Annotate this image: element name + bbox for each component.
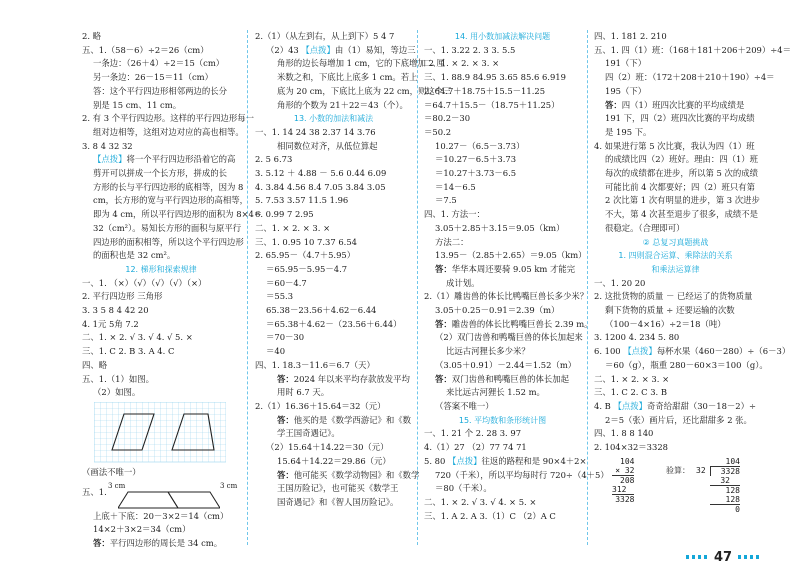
answer-line: 4. B 【点拨】奇奇给甜甜（30－18－2）÷ bbox=[594, 400, 757, 411]
answer-line: ＝65.38＋4.62－（23.56＋6.44） bbox=[266, 318, 402, 329]
hint-tag: 【点拨】 bbox=[623, 346, 657, 357]
answer-line: 成计划。 bbox=[446, 277, 480, 288]
answer-line: 一、1. 3.22 2. 3 3. 5.5 bbox=[424, 44, 516, 55]
answer-line: 方法二： bbox=[435, 236, 469, 247]
answer-line: 剪开可以拼成一个长方形，拼成的长 bbox=[93, 168, 227, 179]
hint-tag: 【点拨】 bbox=[447, 455, 482, 466]
answer-line: ＝55.3 bbox=[266, 291, 294, 302]
answer-line: 4. 如果进行第 5 次比赛，我认为四（1）班 bbox=[594, 140, 755, 151]
dimension-label: 3 cm bbox=[108, 481, 126, 490]
answer-line: 720（千米），所以平均每时行 720÷（4＋5） bbox=[435, 469, 609, 480]
answer-line: （2）43 【点拨】由（1）易知，等边三 bbox=[266, 44, 416, 55]
answer-line: 2.（1）16.36＋15.64＝32（元） bbox=[255, 400, 386, 411]
answer-line: 答：雕齿兽的体长比鸭嘴巨兽长 2.39 m。 bbox=[435, 318, 593, 329]
answer-line: 剩下货物的质量 ÷ 还要运输的次数 bbox=[605, 305, 735, 316]
answer-line: 四、1. 18.3－11.6＝6.7（天） bbox=[255, 359, 375, 370]
answer-line: 二、1. × 2. √ 3. √ 4. √ 5. × bbox=[82, 332, 193, 343]
answer-line: 即为 4 cm，所以平行四边形的面积为 8×4＝ bbox=[93, 209, 263, 220]
answer-line: （2）如图。 bbox=[93, 387, 141, 398]
answer-line: 答：他买的是《数学西游记》和《数 bbox=[277, 414, 411, 425]
answer-line: ＝10.27＋3.73－6.5 bbox=[435, 168, 517, 179]
answer-line: 三、1. C 2. B 3. A 4. C bbox=[82, 346, 175, 357]
answer-line: 15.64＋14.22＝29.86（元） bbox=[277, 455, 391, 466]
answer-line: 四、1. 181 2. 210 bbox=[594, 31, 667, 41]
answer-line: 4. 3.84 4.56 8.4 7.05 3.84 3.05 bbox=[255, 181, 386, 192]
section-title: 12. 梯形和探索规律 bbox=[125, 264, 197, 274]
answer-line: 的面积也是 32 cm²。 bbox=[93, 250, 176, 261]
answer-line: 2 次比第 1 次有明显的进步，第 3 次进步 bbox=[605, 195, 760, 206]
answer-line: （3.05＋0.91）－2.44＝1.52（m） bbox=[435, 359, 577, 370]
section-title: 13. 小数的加法和减法 bbox=[293, 114, 374, 124]
answer-line: 2＝5（张）画片后，还比甜甜多 2 张。 bbox=[605, 414, 752, 425]
footer-dots-right bbox=[738, 555, 762, 559]
answer-line: 一、1. 20 20 bbox=[594, 277, 646, 288]
answer-line: ＝80.2－30 bbox=[424, 113, 471, 124]
answer-line: 答：他可能买《数学动物园》和《数学 bbox=[277, 469, 420, 480]
answer-line: 国奇遇记》和《智人国历险记》。 bbox=[277, 496, 399, 507]
answer-line: ＝50.2 bbox=[424, 126, 452, 137]
answer-line: 195（下） bbox=[605, 85, 647, 96]
answer-line: （画法不唯一） bbox=[82, 466, 141, 477]
answer-line: （答案不唯一） bbox=[435, 400, 494, 411]
answer-line: 五、1.（58－6）÷2＝26（cm） bbox=[82, 44, 209, 55]
footer-dots-left bbox=[686, 555, 710, 559]
answer-line: ＝14－6.5 bbox=[435, 181, 476, 192]
answer-line: 3. 5.12 ＋ 4.88 － 5.6 0.44 6.09 bbox=[255, 168, 387, 179]
answer-line: 2. 平行四边形 三角形 bbox=[82, 291, 163, 302]
answer-line: ＝64.7＋15.5－（18.75＋11.25） bbox=[424, 99, 560, 110]
answer-line: 14×2＋3×2＝34（cm） bbox=[93, 524, 191, 535]
answer-line: （100－4×16）÷2＝18（吨） bbox=[605, 318, 726, 329]
answer-line: 每次的成绩都在进步，所以第 5 次的成绩 bbox=[605, 168, 759, 179]
answer-line: 6. 0.99 7 2.95 bbox=[255, 209, 314, 220]
answer-line: 3. 3 5 8 4 42 20 bbox=[82, 305, 149, 316]
answer-line: ＝60－4.7 bbox=[266, 277, 307, 288]
answer-line: 2. 略 bbox=[82, 31, 102, 41]
answer-column-3 bbox=[424, 30, 609, 523]
answer-line: 6. 100 【点拨】每杯水果（460－280）÷（6－3） bbox=[594, 346, 791, 357]
section-subtitle: 和乘法运算律 bbox=[651, 264, 700, 274]
hint-tag: 【点拨】 bbox=[301, 44, 335, 55]
answer-line: 2.（1）（从左到右，从上到下）5 4 7 bbox=[255, 31, 395, 41]
answer-line: 四（2）班：（172＋208＋210＋190）÷4＝ bbox=[605, 72, 775, 83]
section-title: ② 总复习真题挑战 bbox=[642, 237, 709, 247]
answer-line: 不大，第 4 次甚至退步了很多，成绩不是 bbox=[605, 209, 759, 220]
answer-line: 3.05＋0.25－0.91＝2.39（m） bbox=[435, 305, 560, 316]
answer-line: 2. 这批货物的质量 － 已经运了的货物质量 bbox=[594, 291, 753, 302]
answer-line: 5. 80 【点拨】往返的路程和是 90×4＋2× bbox=[424, 455, 587, 466]
answer-line: ＝60（g），瓶重 280－60×3＝100（g）。 bbox=[605, 359, 768, 370]
answer-line: 【点拨】将一个平行四边形沿着它的高 bbox=[93, 154, 236, 165]
column-divider-1 bbox=[247, 30, 248, 545]
answer-line: 四、略 bbox=[82, 359, 108, 370]
column-divider-2 bbox=[417, 30, 418, 545]
dimension-label: 3 cm bbox=[220, 481, 238, 490]
answer-line: 底为 20 cm，下底比上底为 22 cm，则这个三 bbox=[277, 85, 452, 96]
answer-line: 2. 65.95－（4.7＋5.95） bbox=[255, 250, 356, 261]
column-divider-3 bbox=[587, 30, 588, 545]
answer-line: 可能比前 4 次都要好；四（2）班只有第 bbox=[605, 181, 755, 192]
answer-line: 王国历险记》，也可能买《数学王 bbox=[277, 483, 399, 494]
answer-line: 5. 7.53 3.57 11.5 1.96 bbox=[255, 195, 349, 206]
grid-drawing bbox=[94, 402, 226, 464]
answer-line: 的成绩比四（2）班好。理由：四（1）班 bbox=[605, 154, 759, 165]
answer-line: 一、1. （×）（√）（√）（√）（×） bbox=[82, 277, 207, 288]
answer-line: 五、1.（1）如图。 bbox=[82, 373, 154, 384]
answer-line: （2）15.64＋14.22＝30（元） bbox=[266, 442, 389, 453]
answer-line: 另一条边：26－15＝11（cm） bbox=[93, 72, 213, 83]
answer-line: 13.95－（2.85＋2.65）＝9.05（km） bbox=[435, 250, 587, 261]
answer-line: 答：2024 年以来平均存款放发平均 bbox=[277, 373, 410, 384]
answer-line: （2）双门齿兽和鸭嘴巨兽的体长加起来 bbox=[435, 332, 583, 343]
answer-line: 答：这个平行四边形相邻两边的长分 bbox=[93, 85, 227, 96]
answer-line: 四、1. 8 8 140 bbox=[594, 428, 654, 439]
answer-line: 一、1. 21 个 2. 28 3. 97 bbox=[424, 428, 522, 439]
answer-line: ＝40 bbox=[266, 346, 286, 357]
trapezoid-drawing bbox=[118, 488, 220, 510]
answer-line: 比远古河狸长多少米？ bbox=[446, 346, 530, 357]
answer-line: 3. 1200 4. 234 5. 80 bbox=[594, 332, 680, 343]
answer-line: ＝65.95－5.95－4.7 bbox=[266, 263, 348, 274]
answer-line: 2. 104×32＝3328 bbox=[594, 442, 669, 453]
answer-line: 四边形的面积相等，所以这个平行四边形 bbox=[93, 236, 244, 247]
answer-line: 一、1. 14 24 38 2.37 14 3.76 bbox=[255, 126, 376, 137]
answer-line: 很稳定。（合理即可） bbox=[605, 222, 685, 233]
answer-line: 五、1. 四（1）班：（168＋181＋206＋209）÷4＝ bbox=[594, 44, 791, 55]
section-title: 15. 平均数和条形统计图 bbox=[458, 415, 547, 425]
answer-line: 65.38－23.56＋4.62－6.44 bbox=[266, 305, 377, 316]
answer-line: 二、1. × 2. √ 3. √ 4. × 5. × bbox=[424, 496, 537, 507]
answer-line: 相同数位对齐，从低位算起 bbox=[277, 140, 378, 151]
answer-line: ＝70－30 bbox=[266, 332, 305, 343]
answer-line: 10.27－（6.5－3.73） bbox=[435, 140, 525, 151]
answer-line: 2.（1）雕齿兽的体长比鸭嘴巨兽长多少米？ bbox=[424, 291, 589, 302]
answer-line: 3.05＋2.85＋3.15＝9.05（km） bbox=[435, 222, 565, 233]
answer-line: 2. 有 3 个平行四边形。这样的平行四边形每一 bbox=[82, 113, 255, 124]
answer-line: 一条边：（26＋4）÷2＝15（cm） bbox=[93, 58, 225, 69]
multiplication-work: 104 × 32 208 312 3328 bbox=[612, 456, 635, 504]
hint-tag: 【点拨】 bbox=[613, 400, 647, 411]
section-subtitle: 1. 四则混合运算、乘除法的关系 bbox=[618, 251, 733, 261]
answer-line: 方形的长与平行四边形的底相等，因为 8 bbox=[93, 181, 244, 192]
answer-line: 四、1. 方法一： bbox=[424, 209, 485, 220]
answer-column-1 bbox=[82, 30, 263, 551]
answer-line: 三、1. C 2. C 3. B bbox=[594, 387, 668, 398]
answer-line: ＝10.27－6.5＋3.73 bbox=[435, 154, 517, 165]
answer-line: 别是 15 cm、11 cm。 bbox=[93, 99, 182, 110]
answer-line: 角形的个数为 21＋22＝43（个）。 bbox=[277, 99, 408, 110]
answer-line: 32（cm²）。易知长方形的面积与原平行 bbox=[93, 222, 242, 233]
answer-line: 二、1. × 2. × 3. × bbox=[424, 58, 500, 69]
answer-line: ＝7.5 bbox=[435, 195, 457, 206]
answer-line: 三、1. 0.95 10 7.37 6.54 bbox=[255, 236, 357, 247]
answer-line: 191（下） bbox=[605, 58, 647, 69]
answer-column-4 bbox=[594, 30, 791, 514]
answer-line: 4.（1）27 （2）77 74 71 bbox=[424, 442, 527, 453]
answer-line: 答：华华本周还要骑 9.05 km 才能完 bbox=[435, 263, 576, 274]
answer-line: 三、1. A 2. A 3.（1）C （2）A C bbox=[424, 510, 556, 521]
answer-line: 2. 5 6.73 bbox=[255, 154, 293, 165]
answer-line: 答：平行四边形的周长是 34 cm。 bbox=[93, 538, 223, 549]
answer-line: 来比远古河狸长 1.52 m。 bbox=[446, 387, 545, 398]
page-number: 47 bbox=[714, 550, 733, 565]
answer-line: 二、1. × 2. × 3. × bbox=[255, 222, 331, 233]
answer-line: 4. 1元 5角 7.2 bbox=[82, 318, 139, 329]
answer-line: 3. 8 4 32 32 bbox=[82, 140, 133, 151]
answer-line: 学王国奇遇记》。 bbox=[277, 428, 340, 439]
section-title: 14. 用小数加减法解决问题 bbox=[454, 32, 551, 41]
answer-line: 三、1. 88.9 84.95 3.65 85.6 6.919 bbox=[424, 72, 566, 83]
hint-tag: 【点拨】 bbox=[93, 154, 127, 165]
vertical-calculation: 104 × 32 208 312 3328 验算： 32 104 3328 32 128 128 0 bbox=[612, 456, 740, 514]
answer-line: 答：双门齿兽和鸭嘴巨兽的体长加起 bbox=[435, 373, 569, 384]
answer-line: 答：四（1）班四次比赛的平均成绩是 bbox=[605, 99, 745, 110]
answer-line: ＝80（千米）。 bbox=[435, 483, 492, 494]
grid-figure bbox=[82, 400, 240, 466]
answer-line: 是 195 下。 bbox=[605, 126, 652, 137]
answer-line: 用时 6.7 天。 bbox=[277, 387, 330, 398]
answer-line: 上底＋下底：20－3×2＝14（cm） bbox=[93, 510, 229, 521]
answer-line: 米数之和，下底比上底多 1 cm。若上 bbox=[277, 72, 418, 83]
answer-line: 191 下，四（2）班四次比赛的平均成绩 bbox=[605, 113, 755, 124]
answer-line: cm，长方形的宽与平行四边形的高相等， bbox=[93, 195, 249, 206]
answer-line: 2. 64.7＋18.75＋15.5－11.25 bbox=[424, 85, 546, 96]
answer-line: 角形的边长每增加 1 cm，它的下底增加 2 厘 bbox=[277, 58, 445, 69]
answer-line: 组对边相等，这组对边对应的高也相等。 bbox=[93, 126, 244, 137]
trapezoid-pair-figure: 五、1. 3 cm 3 cm bbox=[82, 480, 240, 522]
answer-line: 二、1. × 2. × 3. × bbox=[594, 373, 670, 384]
